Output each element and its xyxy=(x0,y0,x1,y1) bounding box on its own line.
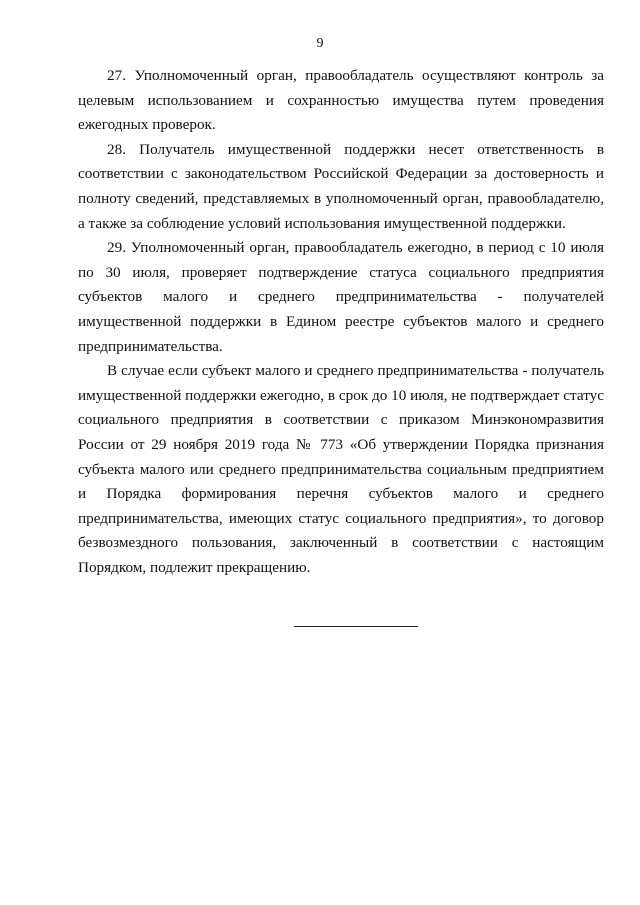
end-of-document-rule xyxy=(294,626,418,627)
document-body xyxy=(78,64,604,580)
paragraph-social-enterprise-status: В случае если субъект малого и среднего предпринимательства - получатель имущественной поддержки ежегодно, в срок до 10 июля, не подтверждает статус социального предприятия в соответствии с приказом Минэкономразвития России от 29 ноября 2019 года № 773 «Об утверждении Порядка признания субъекта малого или среднего предпринимательства социальным предприятием и Порядка формирования перечня субъектов малого и среднего предпринимательства, имеющих статус социального предприятия», то договор безвозмездного пользования, заключенный в соответствии с настоящим Порядком, подлежит прекращению. xyxy=(78,362,604,576)
paragraph-28: 28. Получатель имущественной поддержки несет ответственность в соответствии с законодательством Российской Федерации за достоверность и полноту сведений, представляемых в уполномоченный орган, правообладателю, а также за соблюдение условий использования имущественной поддержки. xyxy=(78,140,604,232)
page-number: 9 xyxy=(316,36,324,51)
paragraph-29: 29. Уполномоченный орган, правообладатель ежегодно, в период с 10 июля по 30 июля, проверяет подтверждение статуса социального предприятия субъектов малого и среднего предпринимательства - получателей имущественной поддержки в Едином реестре субъектов малого и среднего предпринимательства. xyxy=(78,239,604,355)
paragraph-27: 27. Уполномоченный орган, правообладатель осуществляют контроль за целевым использованием и сохранностью имущества путем проведения ежегодных проверок. xyxy=(78,67,604,134)
